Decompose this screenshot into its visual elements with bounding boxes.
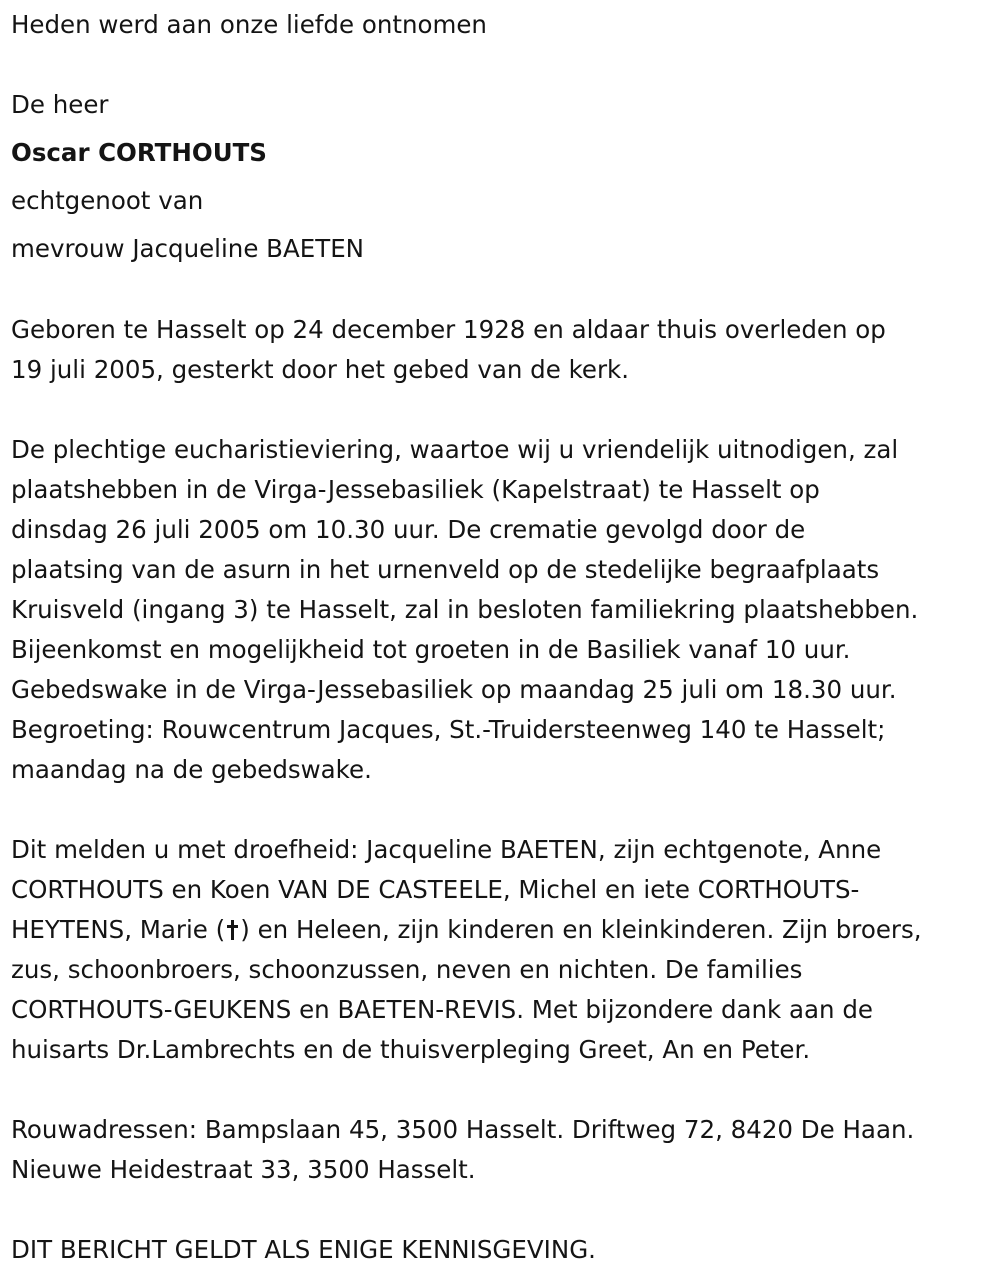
- paragraph-line: Kruisveld (ingang 3) te Hasselt, zal in besloten familiekring plaatshebben.: [11, 595, 919, 624]
- paragraph-line: Begroeting: Rouwcentrum Jacques, St.-Truidersteenweg 140 te Hasselt;: [11, 715, 886, 744]
- paragraph-line: Geboren te Hasselt op 24 december 1928 en aldaar thuis overleden op: [11, 315, 886, 344]
- spouse-label: echtgenoot van: [11, 186, 204, 215]
- paragraph-line: zus, schoonbroers, schoonzussen, neven en nichten. De families: [11, 955, 803, 984]
- family-paragraph: [11, 830, 996, 1070]
- paragraph-line: plaatsing van de asurn in het urnenveld op de stedelijke begraafplaats: [11, 555, 880, 584]
- intro-text: Heden werd aan onze liefde ontnomen: [11, 10, 487, 39]
- cross-icon: [227, 920, 238, 940]
- birth-death-paragraph: [11, 310, 996, 390]
- family-text-before-cross: HEYTENS, Marie (: [11, 915, 226, 944]
- paragraph-line: dinsdag 26 juli 2005 om 10.30 uur. De crematie gevolgd door de: [11, 515, 806, 544]
- paragraph-line: Gebedswake in de Virga-Jessebasiliek op maandag 25 juli om 18.30 uur.: [11, 675, 897, 704]
- paragraph-line: De plechtige eucharistieviering, waartoe wij u vriendelijk uitnodigen, zal: [11, 435, 899, 464]
- title-prefix: De heer: [11, 90, 109, 119]
- paragraph-line: CORTHOUTS-GEUKENS en BAETEN-REVIS. Met bijzondere dank aan de: [11, 995, 873, 1024]
- paragraph-line: huisarts Dr.Lambrechts en de thuisverpleging Greet, An en Peter.: [11, 1035, 811, 1064]
- paragraph-line: Bijeenkomst en mogelijkheid tot groeten in de Basiliek vanaf 10 uur.: [11, 635, 851, 664]
- paragraph-line: [11, 910, 996, 950]
- paragraph-line: Nieuwe Heidestraat 33, 3500 Hasselt.: [11, 1155, 476, 1184]
- paragraph-line: maandag na de gebedswake.: [11, 755, 372, 784]
- deceased-name: Oscar CORTHOUTS: [11, 138, 267, 167]
- ceremony-paragraph: [11, 430, 996, 790]
- paragraph-line: 19 juli 2005, gesterkt door het gebed van de kerk.: [11, 355, 630, 384]
- addresses-paragraph: [11, 1110, 996, 1190]
- paragraph-line: Dit melden u met droefheid: Jacqueline BAETEN, zijn echtgenote, Anne: [11, 835, 882, 864]
- paragraph-line: Rouwadressen: Bampslaan 45, 3500 Hasselt. Driftweg 72, 8420 De Haan.: [11, 1115, 915, 1144]
- family-text-after-cross: ) en Heleen, zijn kinderen en kleinkinderen. Zijn broers,: [240, 915, 922, 944]
- spouse-name: mevrouw Jacqueline BAETEN: [11, 234, 365, 263]
- paragraph-line: CORTHOUTS en Koen VAN DE CASTEELE, Michel en iete CORTHOUTS-: [11, 875, 860, 904]
- paragraph-line: plaatshebben in de Virga-Jessebasiliek (Kapelstraat) te Hasselt op: [11, 475, 820, 504]
- closing-statement: DIT BERICHT GELDT ALS ENIGE KENNISGEVING.: [11, 1235, 596, 1264]
